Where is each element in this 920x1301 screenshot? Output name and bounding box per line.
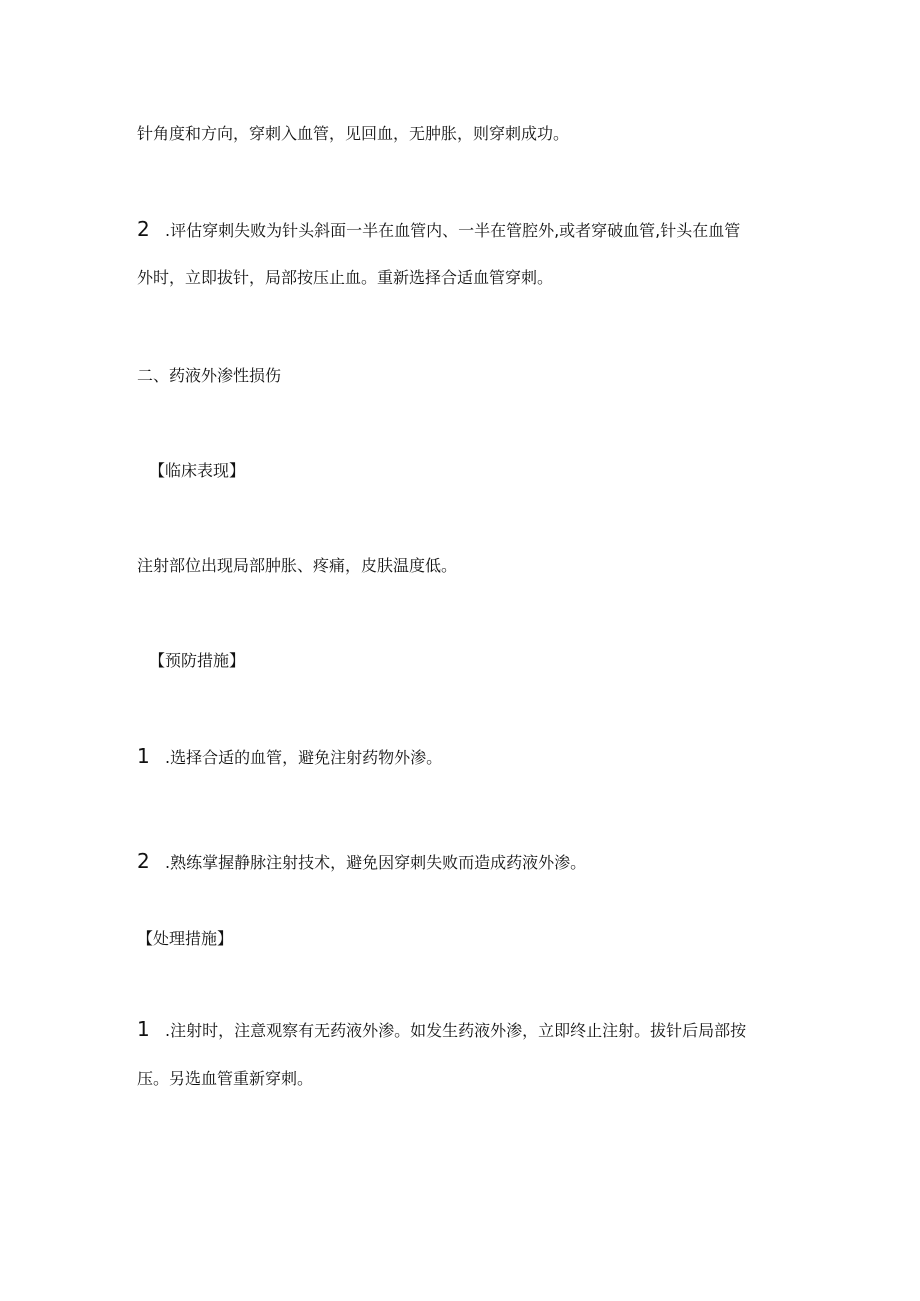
subheading-prevention xyxy=(149,650,245,672)
numbered-item-2-continuation xyxy=(137,267,553,289)
subheading-text: 【预防措施】 xyxy=(149,651,246,670)
paragraph-continuation xyxy=(137,123,569,145)
paragraph-text: 注射部位出现局部肿胀、疼痛，皮肤温度低。 xyxy=(137,556,458,575)
item-text: .选择合适的血管，避免注射药物外渗。 xyxy=(165,748,443,767)
subheading-text: 【临床表现】 xyxy=(149,461,246,480)
item-number: 1 xyxy=(137,744,150,768)
item-text: .注射时，注意观察有无药液外渗。如发生药液外渗，立即终止注射。拔针后局部按 xyxy=(165,1021,747,1040)
numbered-item-1 xyxy=(137,745,442,769)
item-text: 外时，立即拔针，局部按压止血。重新选择合适血管穿刺。 xyxy=(137,268,554,287)
subheading-clinical xyxy=(149,460,245,482)
subheading-text: 【处理措施】 xyxy=(137,929,234,948)
item-number: 1 xyxy=(137,1017,150,1041)
numbered-item-1 xyxy=(137,1018,746,1042)
numbered-item-2 xyxy=(137,218,740,242)
item-text: 压。另选血管重新穿刺。 xyxy=(137,1069,314,1088)
numbered-item-1-continuation xyxy=(137,1068,313,1090)
section-heading-text: 二、药液外渗性损伤 xyxy=(137,366,282,385)
paragraph-text: 针角度和方向，穿刺入血管，见回血，无肿胀，则穿刺成功。 xyxy=(137,124,570,143)
paragraph-clinical xyxy=(137,555,457,577)
item-text: .熟练掌握静脉注射技术，避免因穿刺失败而造成药液外渗。 xyxy=(165,853,587,872)
subheading-treatment xyxy=(137,928,233,950)
item-number: 2 xyxy=(137,217,150,241)
item-text: .评估穿刺失败为针头斜面一半在血管内、一半在管腔外,或者穿破血管,针头在血管 xyxy=(165,221,741,240)
item-number: 2 xyxy=(137,849,150,873)
section-heading xyxy=(137,365,281,387)
numbered-item-2 xyxy=(137,850,586,874)
